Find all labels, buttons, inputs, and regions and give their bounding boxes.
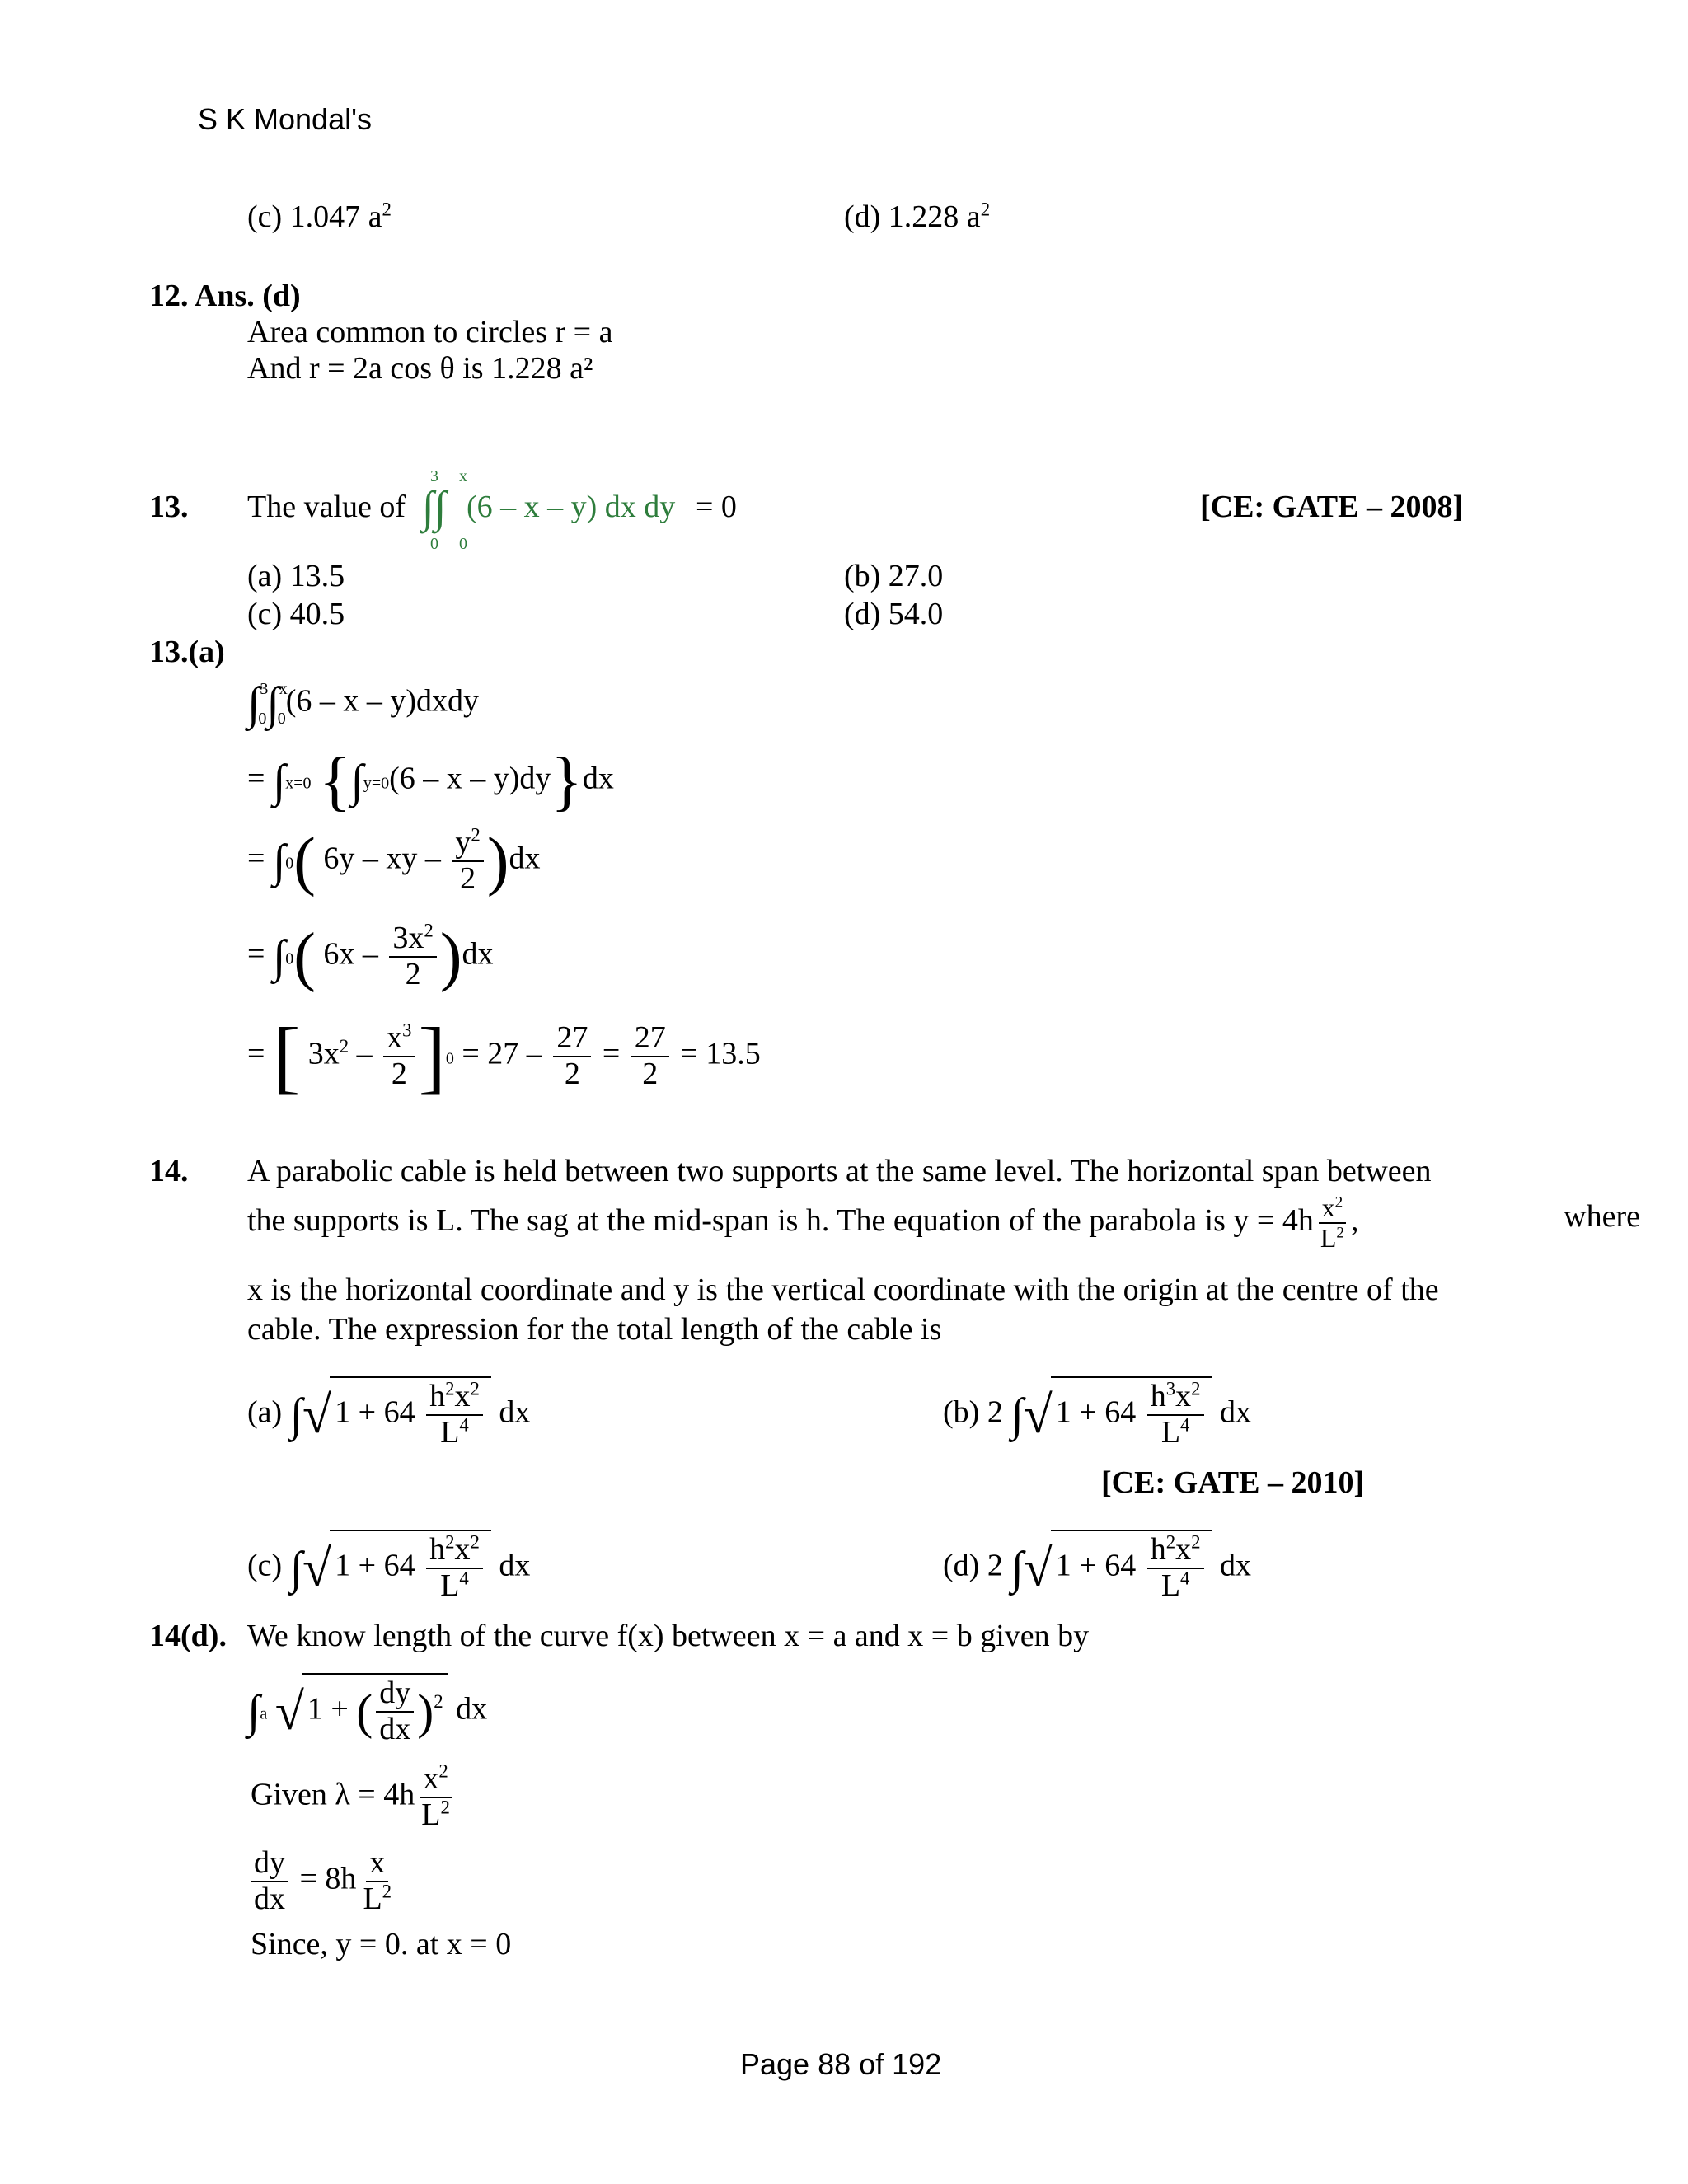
q14-text-line1: A parabolic cable is held between two supports at the same level. The horizontal span between (247, 1154, 1432, 1188)
q13-answer-label: 13.(a) (149, 635, 225, 669)
q12-answer-label: 12. Ans. (d) (149, 279, 301, 313)
q13-lower-limits: 0 0 (430, 535, 476, 553)
q14-since: Since, y = 0. at x = 0 (251, 1927, 512, 1961)
q12-answer-line2: And r = 2a cos θ is 1.228 a² (247, 351, 593, 386)
q14-text-line4: cable. The expression for the total length of the cable is (247, 1312, 942, 1347)
q13-suffix: = 0 (696, 490, 737, 524)
q14-text-line2: the supports is L. The sag at the mid-span is h. The equation of the parabola is y = 4h $\frac{x^2}{L^2}$ , where (247, 1193, 1640, 1254)
q14-option-a: (a) ∫√ 1 + 64 $\frac{h^2x^2}{L^4}$ dx (247, 1376, 530, 1451)
q13-exam-tag: [CE: GATE – 2008] (1200, 490, 1464, 524)
double-integral-symbol: ∫∫ (422, 482, 447, 532)
q13-solution-step3: = ∫0( 6y – xy – $\frac{y^2}{2}$ )dx (247, 824, 541, 898)
q14-number: 14. (149, 1154, 189, 1188)
page-header: S K Mondal's (198, 102, 372, 136)
q13-integrand: (6 – x – y) dx dy (467, 490, 676, 524)
q13-number: 13. (149, 490, 189, 524)
q14-given: Given λ = 4h $\frac{x^2}{L^2}$ (251, 1760, 450, 1832)
q14-derivative: $\frac{dy}{dx}$ = 8h $\frac{x}{L^2}$ (247, 1846, 398, 1917)
q12-option-d: (d) 1.228 $a^2$ (844, 199, 991, 234)
q14-arc-length-formula: ∫a √ 1 + ( $\frac{dy}{dx}$ )$^2$ dx (247, 1673, 487, 1747)
q13-option-c: (c) 40.5 (247, 597, 345, 631)
q14-exam-tag: [CE: GATE – 2010] (1101, 1465, 1365, 1500)
q14-answer-label: 14(d). (149, 1619, 227, 1653)
q12-option-c: (c) 1.047 $a^2$ (247, 199, 392, 234)
q13-option-a: (a) 13.5 (247, 559, 345, 593)
q14-answer-text: We know length of the curve f(x) between x = a and x = b given by (247, 1619, 1090, 1653)
q13-solution-step5: = [ $3x^2$ – $\frac{x^3}{2}$ ]0 = 27 – $\frac{27}{2}$ = $\frac{27}{2}$ = 13.5 (247, 1010, 761, 1102)
q14-option-d: (d) 2 ∫√ 1 + 64 $\frac{h^2x^2}{L^4}$ dx (943, 1530, 1251, 1604)
q13-solution-step2: = ∫x=0 {∫y=0(6 – x – y)dy}dx (247, 745, 614, 818)
q13-solution-step4: = ∫0( 6x – $\frac{3x^2}{2}$ )dx (247, 920, 494, 993)
q13-upper-limits: 3 x (430, 467, 476, 485)
page-footer: Page 88 of 192 (740, 2047, 942, 2081)
q14-option-b: (b) 2 ∫√ 1 + 64 $\frac{h^3x^2}{L^4}$ dx (943, 1376, 1251, 1451)
q13-option-b: (b) 27.0 (844, 559, 944, 593)
q14-option-c: (c) ∫√ 1 + 64 $\frac{h^2x^2}{L^4}$ dx (247, 1530, 530, 1604)
q13-prefix: The value of (247, 490, 406, 524)
q13-option-d: (d) 54.0 (844, 597, 944, 631)
q13-solution-step1: ∫$^3$0∫$^x$0(6 – x – y)dxdy (247, 678, 479, 729)
q12-answer-line1: Area common to circles r = a (247, 315, 613, 349)
q14-text-line3: x is the horizontal coordinate and y is the vertical coordinate with the origin at the centre of the (247, 1272, 1439, 1307)
